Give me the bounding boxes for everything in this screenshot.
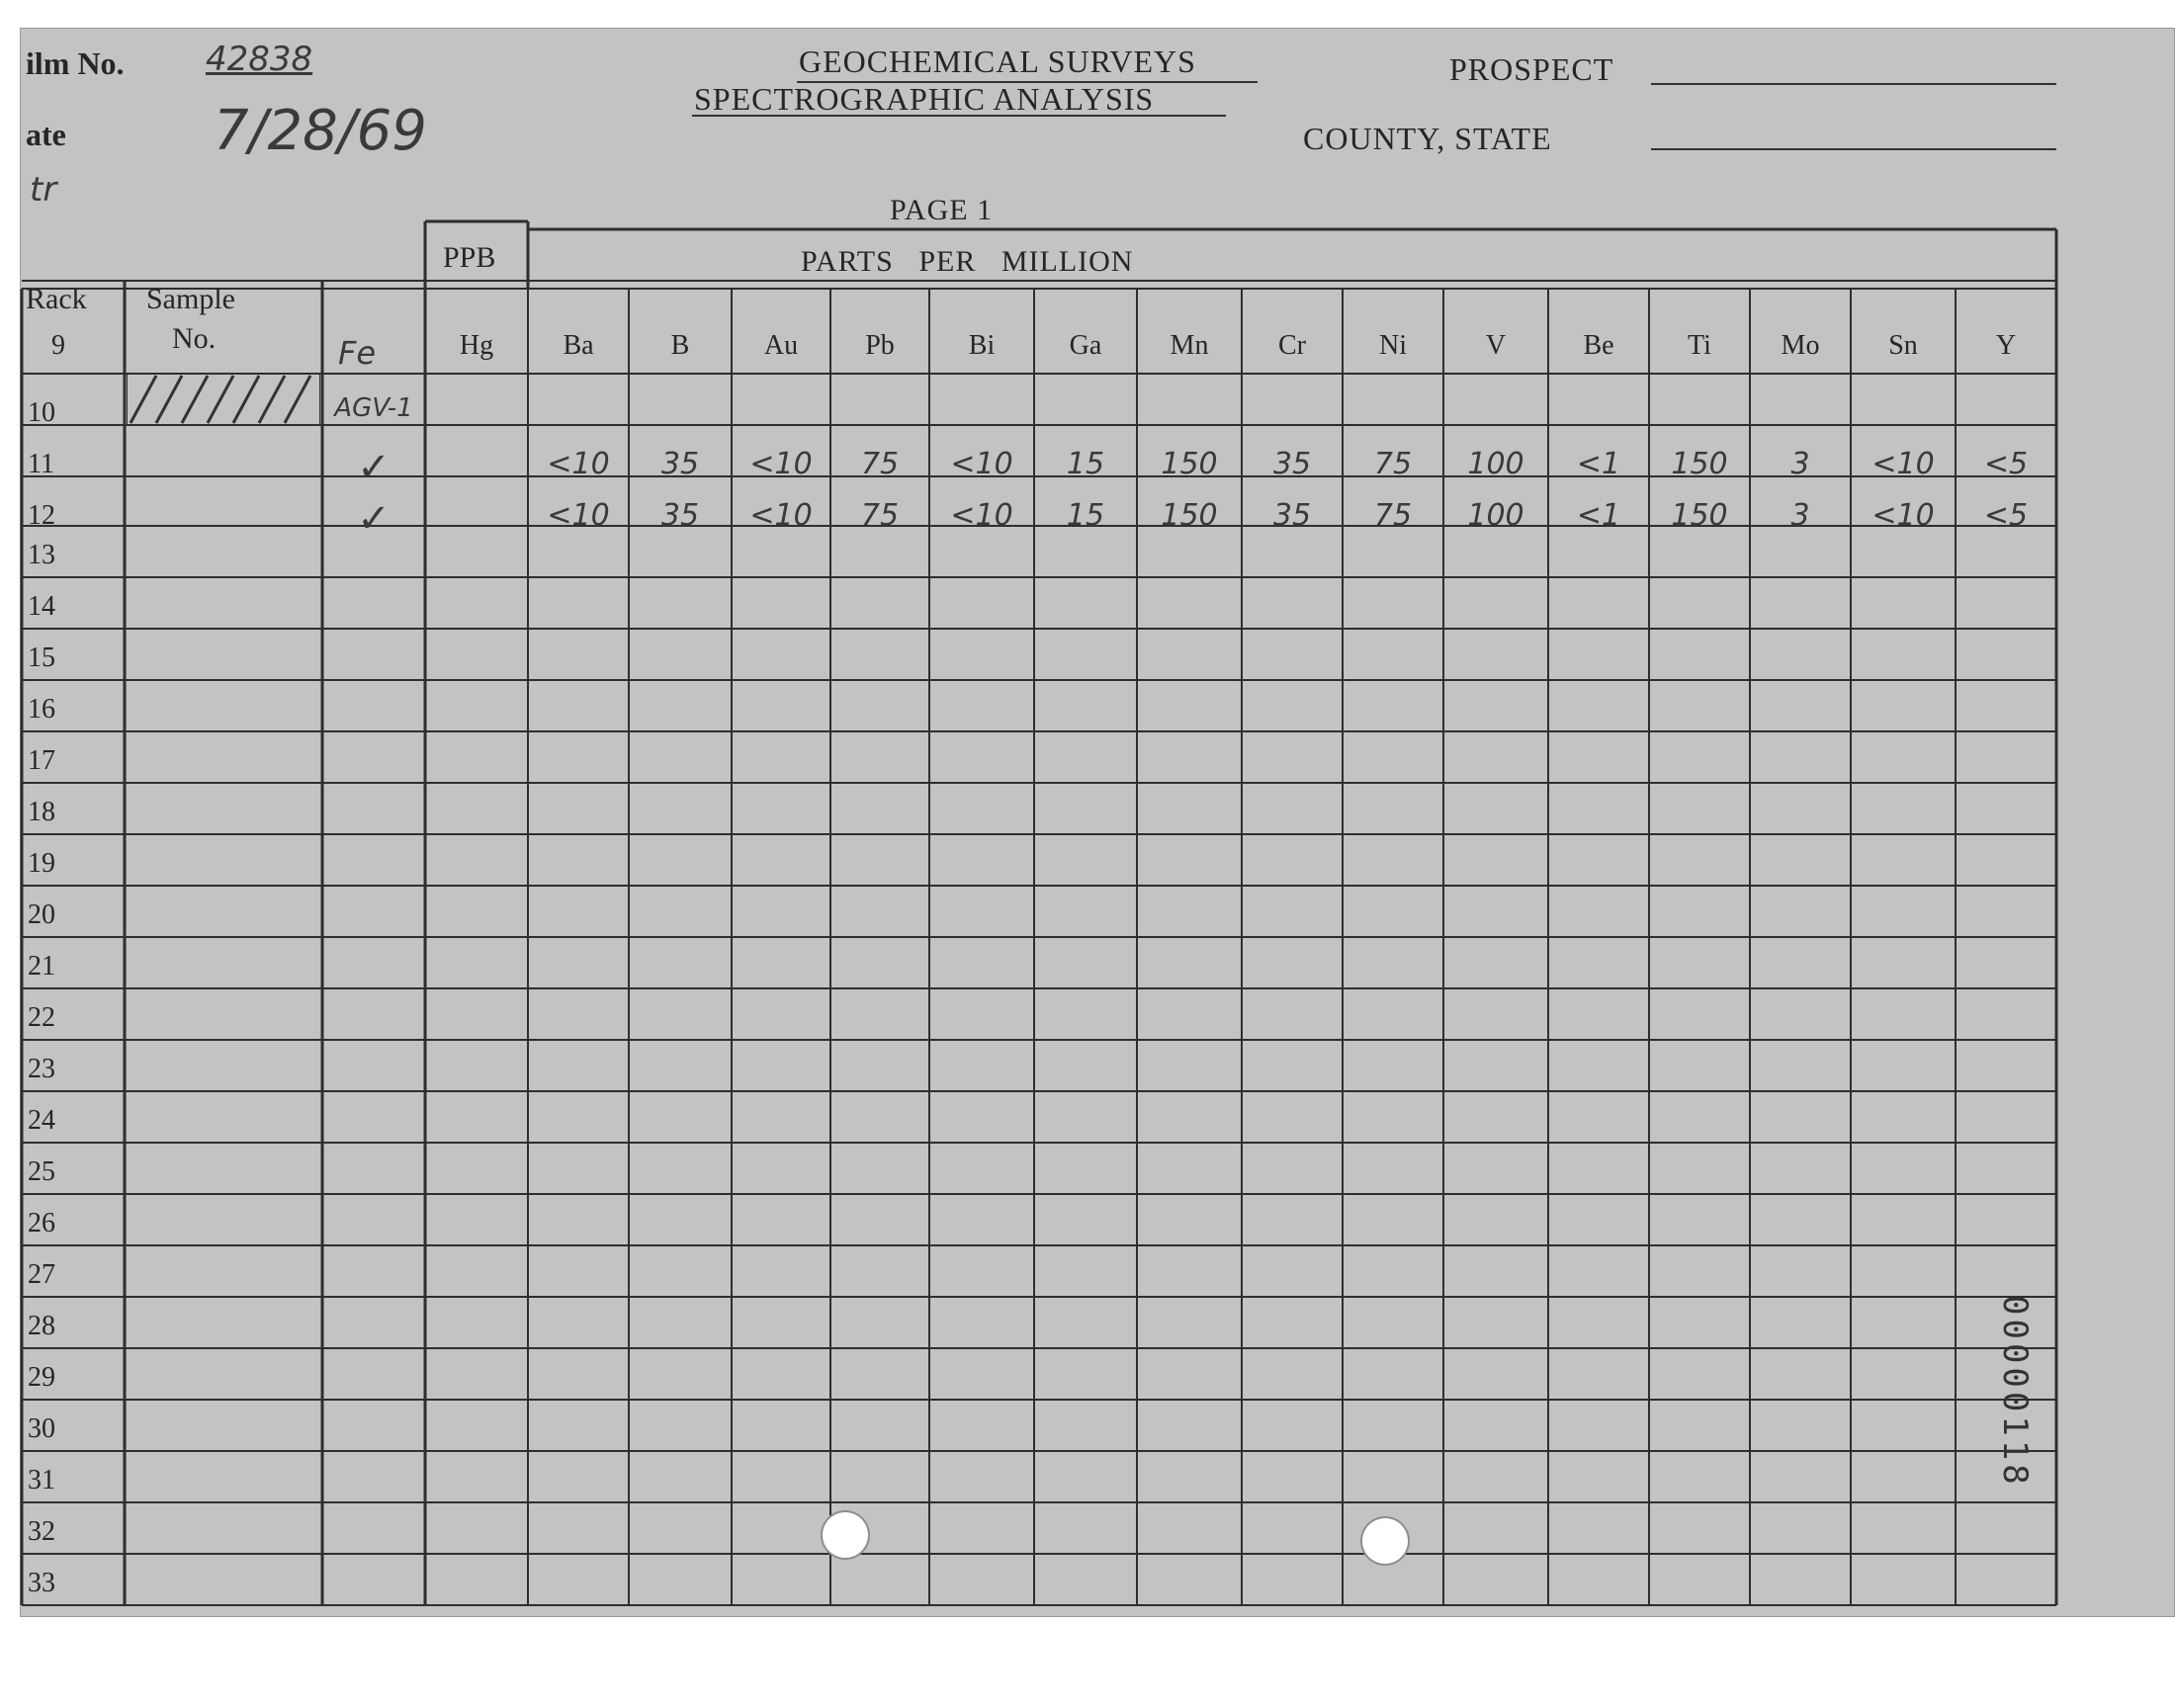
column-header-ga: Ga <box>1069 330 1102 361</box>
column-header-mn: Mn <box>1170 330 1209 361</box>
value-cell-mo: 3 <box>1790 447 1810 481</box>
value-cell-mn: 150 <box>1161 498 1218 533</box>
value-cell-ba: <10 <box>547 447 610 481</box>
column-header-b: B <box>670 330 690 361</box>
hatched-sample-cell <box>127 374 320 425</box>
fe-header: Fe <box>338 334 377 372</box>
value-cell-au: <10 <box>749 498 813 533</box>
rack-number: 23 <box>28 1054 55 1084</box>
column-header-ni: Ni <box>1379 330 1407 361</box>
rack-number: 14 <box>28 591 55 622</box>
value-cell-pb: 75 <box>860 447 900 481</box>
column-header-mo: Mo <box>1781 330 1820 361</box>
column-header-hg: Hg <box>459 330 494 361</box>
rack-number: 25 <box>28 1156 55 1187</box>
column-header-pb: Pb <box>865 330 895 361</box>
rack-number: 31 <box>28 1465 55 1495</box>
column-header-cr: Cr <box>1278 330 1306 361</box>
film-no-label: ilm No. <box>26 45 125 81</box>
rack-number: 22 <box>28 1002 55 1033</box>
value-cell-be: <1 <box>1576 447 1621 481</box>
rack-number: 16 <box>28 694 55 725</box>
value-cell-ti: 150 <box>1671 498 1728 533</box>
rack-number: 12 <box>28 500 55 531</box>
fe-cell: AGV-1 <box>334 393 413 423</box>
value-cell-b: 35 <box>660 447 700 481</box>
value-cell-au: <10 <box>749 447 813 481</box>
value-cell-sn: <10 <box>1871 498 1935 533</box>
punch-hole-right <box>1362 1518 1408 1564</box>
rack-number: 10 <box>28 397 55 428</box>
column-header-ba: Ba <box>563 330 594 361</box>
column-header-y: Y <box>1995 330 2017 361</box>
value-cell-ga: 15 <box>1066 447 1105 481</box>
value-cell-v: 100 <box>1467 498 1524 533</box>
rack-number: 13 <box>28 540 55 570</box>
rack-header: Rack <box>26 283 87 315</box>
rack-number: 32 <box>28 1516 55 1547</box>
margin-mark: tr <box>30 170 57 210</box>
value-cell-bi: <10 <box>950 498 1013 533</box>
film-no-value: 42838 <box>206 40 313 79</box>
rack-number: 21 <box>28 951 55 982</box>
page-label: PAGE 1 <box>890 194 994 226</box>
value-cell-mo: 3 <box>1790 498 1810 533</box>
value-cell-b: 35 <box>660 498 700 533</box>
value-cell-bi: <10 <box>950 447 1013 481</box>
rack-number: 27 <box>28 1259 55 1290</box>
form-subtitle: SPECTROGRAPHIC ANALYSIS <box>694 81 1155 117</box>
rack-number: 9 <box>51 330 65 361</box>
fe-cell: ✓ <box>357 496 391 542</box>
value-cell-pb: 75 <box>860 498 900 533</box>
county-state-label: COUNTY, STATE <box>1303 121 1552 156</box>
ppm-header: PARTS PER MILLION <box>801 245 1134 278</box>
value-cell-be: <1 <box>1576 498 1621 533</box>
value-cell-mn: 150 <box>1161 447 1218 481</box>
column-header-sn: Sn <box>1888 330 1918 361</box>
rack-number: 17 <box>28 745 55 776</box>
value-cell-ni: 75 <box>1373 498 1413 533</box>
sample-no-header: Sample <box>146 283 235 315</box>
rack-number: 33 <box>28 1568 55 1598</box>
rack-number: 15 <box>28 642 55 673</box>
value-cell-y: <5 <box>1983 447 2029 481</box>
ppb-header: PPB <box>443 241 496 274</box>
column-header-ti: Ti <box>1688 330 1711 361</box>
column-header-au: Au <box>763 330 799 361</box>
rack-number: 28 <box>28 1311 55 1341</box>
value-cell-y: <5 <box>1983 498 2029 533</box>
date-label: ate <box>26 117 66 152</box>
date-value: 7/28/69 <box>214 99 427 163</box>
value-cell-ba: <10 <box>547 498 610 533</box>
rack-number: 30 <box>28 1413 55 1444</box>
rack-number: 20 <box>28 899 55 930</box>
column-header-bi: Bi <box>968 330 996 361</box>
rack-number: 24 <box>28 1105 55 1136</box>
rack-number: 29 <box>28 1362 55 1393</box>
value-cell-cr: 35 <box>1272 498 1312 533</box>
prospect-label: PROSPECT <box>1449 51 1614 87</box>
value-cell-sn: <10 <box>1871 447 1935 481</box>
sample-no-header-line2: No. <box>172 322 217 355</box>
value-cell-cr: 35 <box>1272 447 1312 481</box>
column-header-v: V <box>1485 330 1507 361</box>
film-frame-number: 00000118 <box>1995 1295 2035 1489</box>
rack-number: 26 <box>28 1208 55 1238</box>
rack-number: 19 <box>28 848 55 879</box>
form-title: GEOCHEMICAL SURVEYS <box>799 43 1196 79</box>
value-cell-v: 100 <box>1467 447 1524 481</box>
column-header-be: Be <box>1583 330 1614 361</box>
punch-hole-left <box>823 1512 868 1558</box>
fe-cell: ✓ <box>357 445 391 490</box>
rack-number: 18 <box>28 797 55 827</box>
value-cell-ti: 150 <box>1671 447 1728 481</box>
rack-number: 11 <box>28 449 54 479</box>
value-cell-ga: 15 <box>1066 498 1105 533</box>
value-cell-ni: 75 <box>1373 447 1413 481</box>
